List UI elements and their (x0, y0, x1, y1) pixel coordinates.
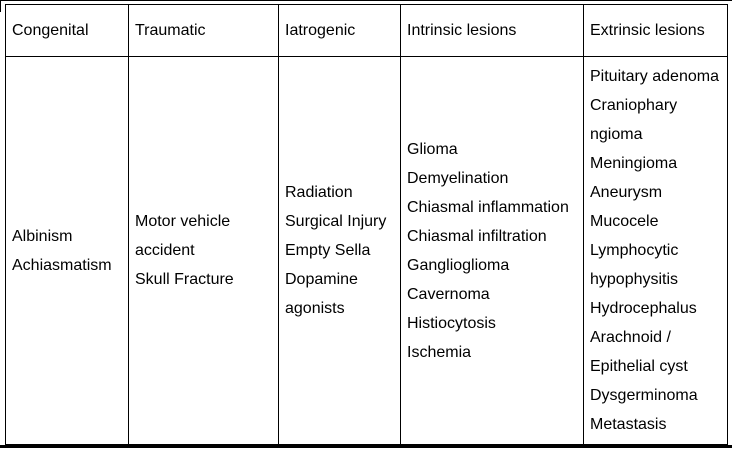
cell-line: Arachnoid / (590, 329, 671, 346)
cell-congenital (6, 57, 129, 445)
cell-line: Motor vehicle (135, 213, 231, 230)
cell-lines-iatrogenic (285, 178, 398, 323)
cell-line: hypophysitis (590, 271, 679, 288)
cell-line: Metastasis (590, 416, 667, 433)
column-header-traumatic: Traumatic (129, 5, 279, 57)
cell-line: Dysgerminoma (590, 387, 698, 404)
figure-left-border (0, 0, 1, 12)
cell-line: Ischemia (407, 343, 472, 361)
cell-intrinsic-lesions (401, 57, 584, 445)
cell-lines-extrinsic-lesions (590, 62, 725, 439)
figure-top-border (0, 0, 732, 1)
cell-line: Albinism (12, 227, 73, 245)
cell-line: Radiation (285, 184, 353, 201)
cell-line: Meningioma (590, 155, 678, 172)
cell-line: Glioma (407, 140, 458, 158)
cell-line: Epithelial cyst (590, 358, 688, 375)
cell-line: Lymphocytic (590, 242, 679, 259)
cell-line: Empty Sella (285, 242, 371, 259)
cell-line: Chiasmal inflammation (407, 198, 569, 216)
cell-line: Skull Fracture (135, 271, 234, 288)
cell-traumatic (129, 57, 279, 445)
cell-line: Mucocele (590, 213, 659, 230)
column-header-extrinsic-lesions: Extrinsic lesions (584, 5, 728, 57)
etiology-table (5, 4, 728, 445)
cell-line: Aneurysm (590, 184, 663, 201)
cell-lines-traumatic (135, 207, 276, 294)
column-header-intrinsic-lesions: Intrinsic lesions (401, 5, 584, 57)
cell-line: ngioma (590, 126, 643, 143)
cell-line: Demyelination (407, 169, 509, 187)
body-row (6, 57, 728, 445)
cell-line: Chiasmal infiltration (407, 227, 547, 245)
cell-line: Cavernoma (407, 285, 490, 303)
column-header-iatrogenic: Iatrogenic (279, 5, 401, 57)
cell-iatrogenic (279, 57, 401, 445)
cell-line: Pituitary adenoma (590, 68, 719, 85)
header-row (6, 5, 728, 57)
cell-extrinsic-lesions (584, 57, 728, 445)
cell-line: Ganglioglioma (407, 256, 510, 274)
cell-line: Hydrocephalus (590, 300, 697, 317)
cell-line: Craniophary (590, 97, 678, 114)
cell-line: Surgical Injury (285, 213, 387, 230)
column-header-congenital: Congenital (6, 5, 129, 57)
cell-line: accident (135, 242, 195, 259)
cell-lines-intrinsic-lesions (407, 135, 581, 367)
cell-lines-congenital (12, 222, 126, 280)
figure-bottom-border (0, 445, 732, 448)
cell-line: Dopamine (285, 271, 358, 288)
cell-line: agonists (285, 300, 345, 317)
cell-line: Achiasmatism (12, 256, 112, 274)
cell-line: Histiocytosis (407, 314, 496, 332)
